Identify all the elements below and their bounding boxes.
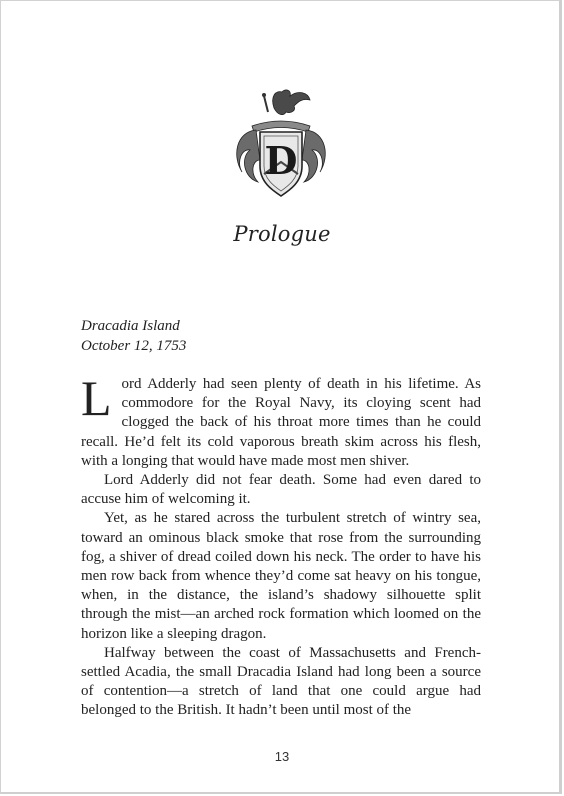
paragraph: Halfway between the coast of Massachusetts and French-settled Acadia, the small Dracadia Island had long been a source of contention—a stretch of land that one could argue had belonged to the British. It hadn’t been until most of the	[81, 644, 481, 719]
dateline-place: Dracadia Island	[81, 318, 180, 334]
mantling-right	[302, 130, 325, 182]
paragraph	[81, 370, 481, 471]
crest-letter: D	[264, 138, 298, 183]
drop-cap: L	[81, 370, 112, 426]
mantling-left	[237, 130, 260, 182]
chapter-title: Prologue	[233, 222, 331, 246]
paragraph: Yet, as he stared across the turbulent stretch of wintry sea, toward an ominous black smoke that rose from the surrounding fog, a shiver of dread coiled down his neck. The order to have his men row back from whence they’d come sat heavy on his tongue, when, in the distance, the island’s shadowy silhouette split through the mist—an arched rock formation which loomed on the horizon like a sleeping dragon.	[81, 510, 481, 642]
dateline-date: October 12, 1753	[81, 338, 187, 354]
paragraph: Lord Adderly did not fear death. Some had even dared to accuse him of welcoming it.	[81, 472, 481, 508]
body-text	[81, 370, 481, 721]
dateline	[81, 316, 186, 356]
page-number: 13	[274, 749, 290, 764]
griffin-figure	[273, 90, 310, 115]
paragraph-text: ord Adderly had seen plenty of death in his lifetime. As commodore for the Royal Navy, its cloying scent had clogged the back of his throat more times than he could recall. He’d felt its cold vaporous breath skim across his flesh, with a longing that would have made most men shiver.	[81, 376, 481, 469]
crest-banner	[252, 121, 310, 132]
crest-emblem	[230, 86, 332, 202]
